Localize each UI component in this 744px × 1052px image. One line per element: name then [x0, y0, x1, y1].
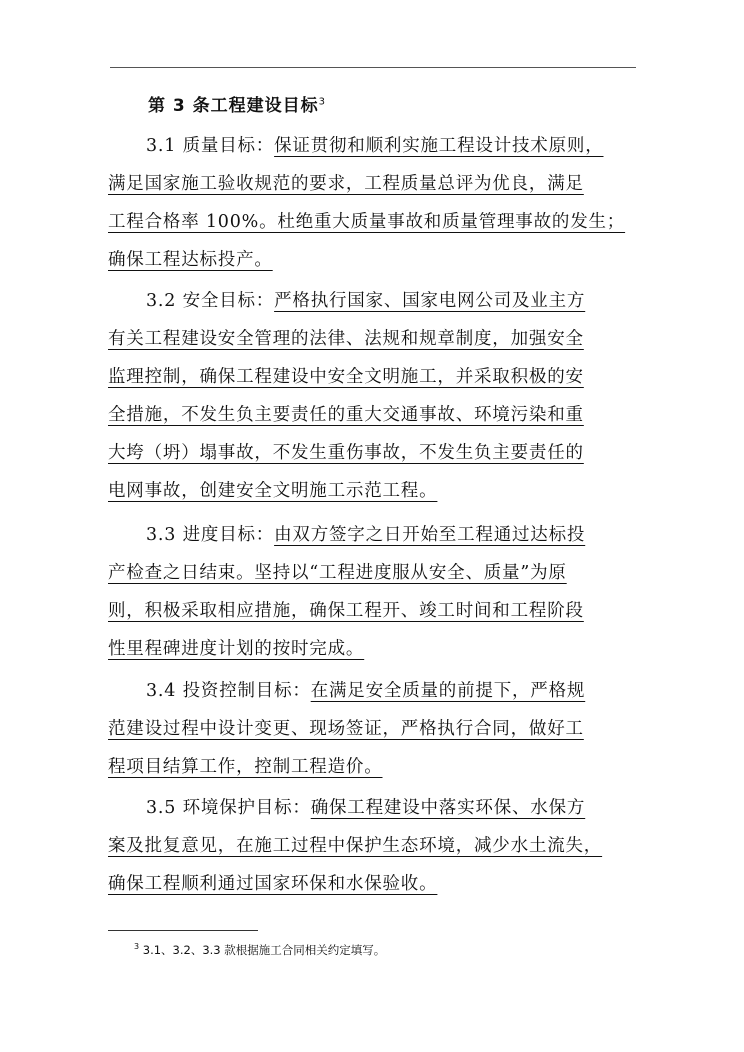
- clause-line: [108, 203, 640, 241]
- clause-line: [108, 165, 640, 203]
- clause-fill-text: 确保工程达标投产。: [108, 250, 273, 270]
- footnote-reference: 3: [318, 96, 327, 108]
- clause-label: 3.1 质量目标：: [146, 136, 275, 156]
- clause-fill-text: 则，积极采取相应措施，确保工程开、竣工时间和工程阶段: [108, 601, 584, 621]
- clause-fill-text: 保证贯彻和顺利实施工程设计技术原则，: [274, 136, 604, 156]
- clause-3-2: [108, 282, 640, 510]
- footnote-marker: 3: [134, 942, 140, 952]
- clause-line: [108, 592, 640, 630]
- clause-fill-text: 案及批复意见，在施工过程中保护生态环境，减少水土流失，: [108, 836, 603, 856]
- article-title-text: 第 3 条工程建设目标: [148, 96, 319, 116]
- clause-line: [108, 282, 640, 320]
- clause-line: [108, 554, 640, 592]
- clause-fill-text: 由双方签字之日开始至工程通过达标投: [274, 525, 586, 545]
- clause-line: [108, 396, 640, 434]
- header-rule: [110, 67, 636, 68]
- clause-label: 3.4 投资控制目标：: [146, 681, 311, 701]
- clause-fill-text: 工程合格率 100%。杜绝重大质量事故和质量管理事故的发生；: [108, 212, 626, 232]
- footnote-rule: [108, 930, 258, 931]
- footnote-text: 3.1、3.2、3.3 款根据施工合同相关约定填写。: [139, 943, 386, 957]
- clause-line: [108, 672, 640, 710]
- footnote: [134, 942, 385, 958]
- clause-line: [108, 748, 640, 786]
- clause-label: 3.2 安全目标：: [146, 291, 275, 311]
- clause-line: [108, 630, 640, 668]
- clause-fill-text: 范建设过程中设计变更、现场签证，严格执行合同，做好工: [108, 719, 584, 739]
- clause-3-4: [108, 672, 640, 786]
- clause-line: [108, 320, 640, 358]
- clause-fill-text: 全措施，不发生负主要责任的重大交通事故、环境污染和重: [108, 405, 584, 425]
- clause-fill-text: 确保工程顺利通过国家环保和水保验收。: [108, 874, 438, 894]
- clause-3-3: [108, 516, 640, 668]
- clause-line: [108, 434, 640, 472]
- clause-line: [108, 472, 640, 510]
- clause-fill-text: 确保工程建设中落实环保、水保方: [310, 798, 586, 818]
- clause-fill-text: 程项目结算工作，控制工程造价。: [108, 757, 383, 777]
- clause-fill-text: 产检查之日结束。坚持以“工程进度服从安全、质量”为原: [108, 563, 567, 583]
- clause-line: [108, 516, 640, 554]
- clause-fill-text: 性里程碑进度计划的按时完成。: [108, 639, 365, 659]
- clause-line: [108, 710, 640, 748]
- clause-3-5: [108, 789, 640, 903]
- clause-line: [108, 241, 640, 279]
- clause-label: 3.5 环境保护目标：: [146, 798, 311, 818]
- clause-line: [108, 865, 640, 903]
- clause-fill-text: 在满足安全质量的前提下，严格规: [310, 681, 586, 701]
- clause-fill-text: 监理控制，确保工程建设中安全文明施工，并采取积极的安: [108, 367, 584, 387]
- clause-label: 3.3 进度目标：: [146, 525, 275, 545]
- clause-fill-text: 电网事故，创建安全文明施工示范工程。: [108, 481, 438, 501]
- clause-3-1: [108, 127, 640, 279]
- clause-fill-text: 大垮（坍）塌事故，不发生重伤事故，不发生负主要责任的: [108, 443, 584, 463]
- clause-fill-text: 有关工程建设安全管理的法律、法规和规章制度，加强安全: [108, 329, 584, 349]
- article-title: [148, 94, 326, 118]
- clause-fill-text: 满足国家施工验收规范的要求，工程质量总评为优良，满足: [108, 174, 584, 194]
- clause-line: [108, 127, 640, 165]
- clause-line: [108, 827, 640, 865]
- clause-fill-text: 严格执行国家、国家电网公司及业主方: [274, 291, 586, 311]
- clause-line: [108, 789, 640, 827]
- clause-line: [108, 358, 640, 396]
